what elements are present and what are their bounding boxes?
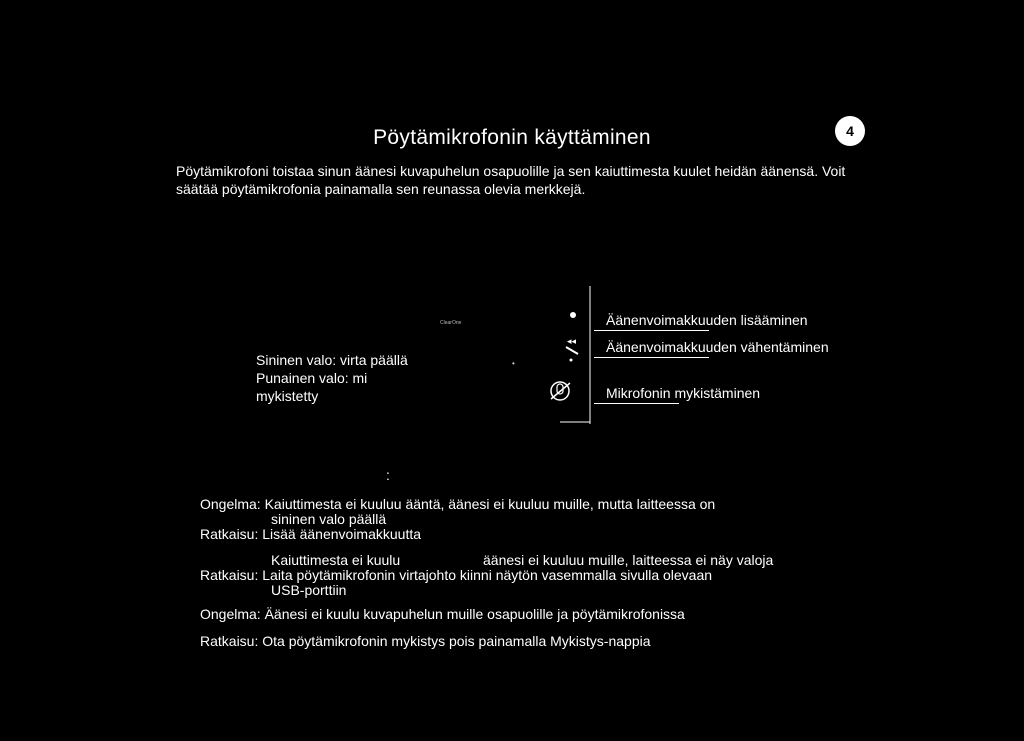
status-lights-legend — [256, 351, 436, 405]
device-indicator-dot: • — [512, 359, 515, 368]
device-brand-logo: ClearOne — [440, 320, 462, 326]
volume-up-icon — [570, 312, 576, 318]
problem-text: Kaiuttimesta ei kuuluu ääntä, äänesi ei kuuluu muille, mutta laitteessa on — [264, 496, 716, 512]
mute-icon — [551, 382, 570, 400]
red-light-text-cont: mykistetty — [256, 388, 319, 404]
volume-down-leader — [594, 357, 709, 358]
solution-label: Ratkaisu: — [200, 567, 259, 583]
faq-item-3-problem — [200, 606, 685, 622]
solution-text: Lisää äänenvoimakkuutta — [262, 526, 422, 542]
problem-label: Ongelma: — [200, 606, 261, 622]
faq-item-1-problem-cont: sininen valo päällä — [271, 511, 387, 527]
solution-text: Ota pöytämikrofonin mykistys pois painamalla Mykistys-nappia — [262, 633, 651, 649]
faq-item-2-problem-b: äänesi ei kuuluu muille, laitteessa ei näy valoja — [483, 552, 774, 568]
volume-down-label: Äänenvoimakkuuden vähentäminen — [606, 339, 829, 355]
mute-leader — [594, 403, 679, 404]
page-number-badge: 4 — [835, 116, 865, 146]
volume-up-label: Äänenvoimakkuuden lisääminen — [606, 312, 808, 328]
red-light-text: Punainen valo: mi — [256, 370, 368, 386]
page-title: Pöytämikrofonin käyttäminen — [373, 126, 651, 149]
problem-text: Äänesi ei kuulu kuvapuhelun muille osapuolille ja pöytämikrofonissa — [264, 606, 685, 622]
microphone-diagram — [540, 284, 600, 434]
faq-item-1-solution — [200, 526, 421, 542]
faq-item-2-problem-a: Kaiuttimesta ei kuulu — [271, 552, 401, 568]
volume-down-icon: ◂◂ — [567, 336, 577, 346]
intro-text: Pöytämikrofoni toistaa sinun äänesi kuvapuhelun osapuolille ja sen kaiuttimesta kuulet heidän äänensä. Voit säätää pöytämikrofonia painamalla sen reunassa olevia merkkejä. — [176, 163, 846, 197]
blue-light-text: Sininen valo: virta päällä — [256, 352, 408, 368]
small-dot-icon — [570, 359, 573, 362]
problem-label: Ongelma: — [200, 496, 261, 512]
faq-item-3-solution — [200, 633, 651, 649]
troubleshooting-heading: : — [386, 467, 390, 483]
faq-item-1-problem — [200, 496, 715, 512]
faq-item-2-solution-cont: USB-porttiin — [271, 582, 347, 598]
solution-text: Laita pöytämikrofonin virtajohto kiinni näytön vasemmalla sivulla olevaan — [262, 567, 713, 583]
mute-label: Mikrofonin mykistäminen — [606, 385, 761, 401]
faq-item-2-solution — [200, 567, 712, 583]
volume-up-leader — [594, 330, 709, 331]
solution-label: Ratkaisu: — [200, 633, 259, 649]
volume-down-mark — [566, 347, 578, 354]
solution-label: Ratkaisu: — [200, 526, 259, 542]
